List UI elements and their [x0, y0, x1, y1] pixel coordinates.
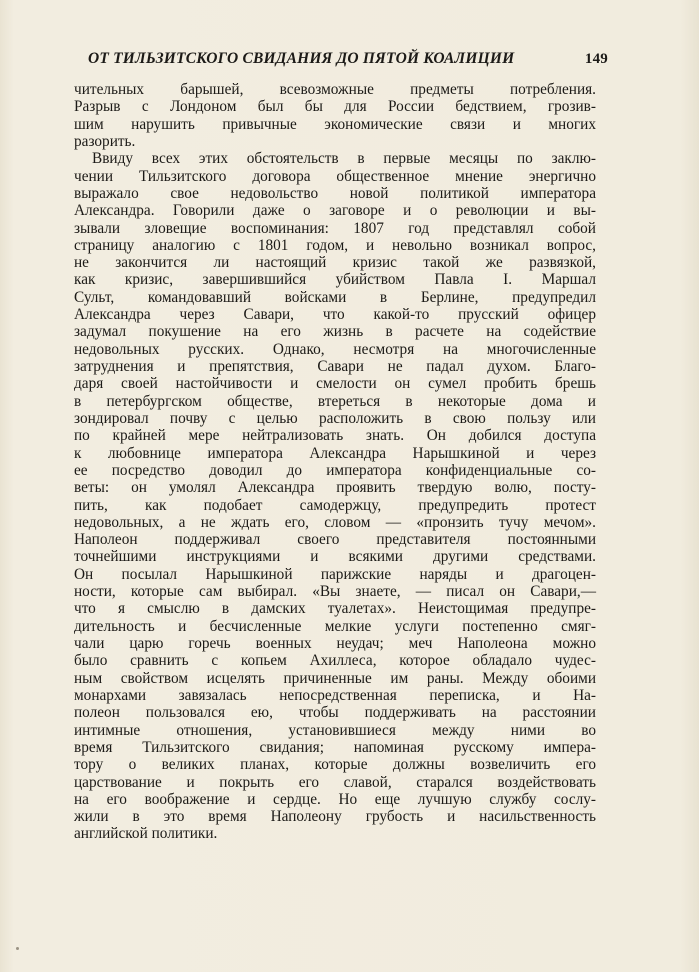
text-line: было сравнить с копьем Ахиллеса, которое обладало чудес-: [74, 652, 596, 670]
text-line: к любовнице императора Александра Нарышкиной и через: [74, 444, 596, 462]
text-line: ности, которые сам выбирал. «Вы знаете, — писал он Савари,—: [74, 583, 596, 601]
text-line: ее посредство доводил до императора конфиденциальные со-: [74, 461, 596, 479]
text-line: английской политики.: [74, 825, 218, 843]
text-line: ным свойством исцелять причиненные им раны. Между обоими: [74, 669, 596, 687]
text-line: чали царю горечь военных неудач; меч Наполеона можно: [74, 635, 596, 652]
paper-speck: [16, 947, 19, 950]
paragraph-start-line: Ввиду всех этих обстоятельств в первые месяцы по заклю-: [92, 150, 596, 168]
text-line: зывали зловещие воспоминания: 1807 год представлял собой: [74, 219, 596, 237]
text-line: интимные отношения, установившиеся между ними во: [74, 721, 596, 739]
text-line: зондировал почву с целью расположить в свою пользу или: [74, 409, 596, 427]
text-line: недовольных, а не ждать его, словом — «пронзить тучу мечом».: [74, 513, 596, 531]
text-line: разорить.: [74, 132, 136, 150]
text-line: даря своей настойчивости и смелости он сумел пробить брешь: [74, 375, 596, 393]
text-line: недовольных русских. Однако, несмотря на многочисленные: [74, 340, 596, 358]
text-line: монархами завязалась непосредственная переписка, и На-: [74, 686, 596, 704]
text-line: жили в это время Наполеону грубость и насильственность: [74, 808, 596, 826]
text-line: затруднения и препятствия, Савари не падал духом. Благо-: [74, 358, 596, 375]
text-line: как кризис, завершившийся убийством Павла I. Маршал: [74, 271, 596, 289]
text-line: страницу аналогию с 1801 годом, и невольно возникал вопрос,: [74, 236, 596, 254]
body-text: [74, 81, 596, 843]
text-line: по крайней мере нейтрализовать знать. Он добился доступа: [74, 427, 596, 445]
page-number: 149: [584, 51, 608, 67]
running-head-title: ОТ ТИЛЬЗИТСКОГО СВИДАНИЯ ДО ПЯТОЙ КОАЛИЦИИ: [88, 50, 515, 67]
text-line: веты: он умолял Александра проявить твердую волю, посту-: [74, 479, 596, 497]
text-line: на его воображение и сердце. Но еще лучшую службу сослу-: [74, 790, 596, 808]
text-line: пить, как подобает самодержцу, предупредить протест: [74, 496, 596, 514]
text-line: Александра. Говорили даже о заговоре и о революции и вы-: [74, 202, 596, 220]
text-line: что я смыслю в дамских туалетах». Неистощимая предупре-: [74, 600, 596, 618]
text-line: полеон пользовался ею, чтобы поддерживать на расстоянии: [74, 704, 596, 722]
text-line: Он посылал Нарышкиной парижские наряды и драгоцен-: [74, 565, 596, 583]
text-line: дительность и бесчисленные мелкие услуги постепенно смяг-: [74, 617, 596, 635]
text-line: Наполеон поддерживал своего представителя постоянными: [74, 531, 596, 549]
running-head: [88, 50, 608, 68]
text-line: не закончится ли настоящий кризис такой же развязкой,: [74, 254, 596, 272]
text-line: время Тильзитского свидания; напоминая русскому импера-: [74, 738, 596, 756]
text-line: чительных барышей, всевозможные предметы потребления.: [74, 81, 596, 98]
text-line: задумал покушение на его жизнь в расчете на содействие: [74, 323, 596, 341]
text-line: точнейшими инструкциями и всякими другими средствами.: [74, 548, 596, 566]
text-line: чении Тильзитского договора общественное мнение энергично: [74, 167, 596, 185]
text-line: Александра через Савари, что какой-то прусский офицер: [74, 306, 596, 324]
text-line: царствование и покрыть его славой, старался воздействовать: [74, 773, 596, 791]
text-line: Разрыв с Лондоном был бы для России бедствием, грозив-: [74, 98, 596, 116]
text-line: выражало свое недовольство новой политикой императора: [74, 184, 596, 202]
text-line: в петербургском обществе, втереться в некоторые дома и: [74, 392, 596, 410]
text-line: шим нарушить привычные экономические связи и многих: [74, 115, 596, 133]
text-line: тору о великих планах, которые должны возвеличить его: [74, 756, 596, 774]
text-line: Сульт, командовавший войсками в Берлине, предупредил: [74, 288, 596, 306]
